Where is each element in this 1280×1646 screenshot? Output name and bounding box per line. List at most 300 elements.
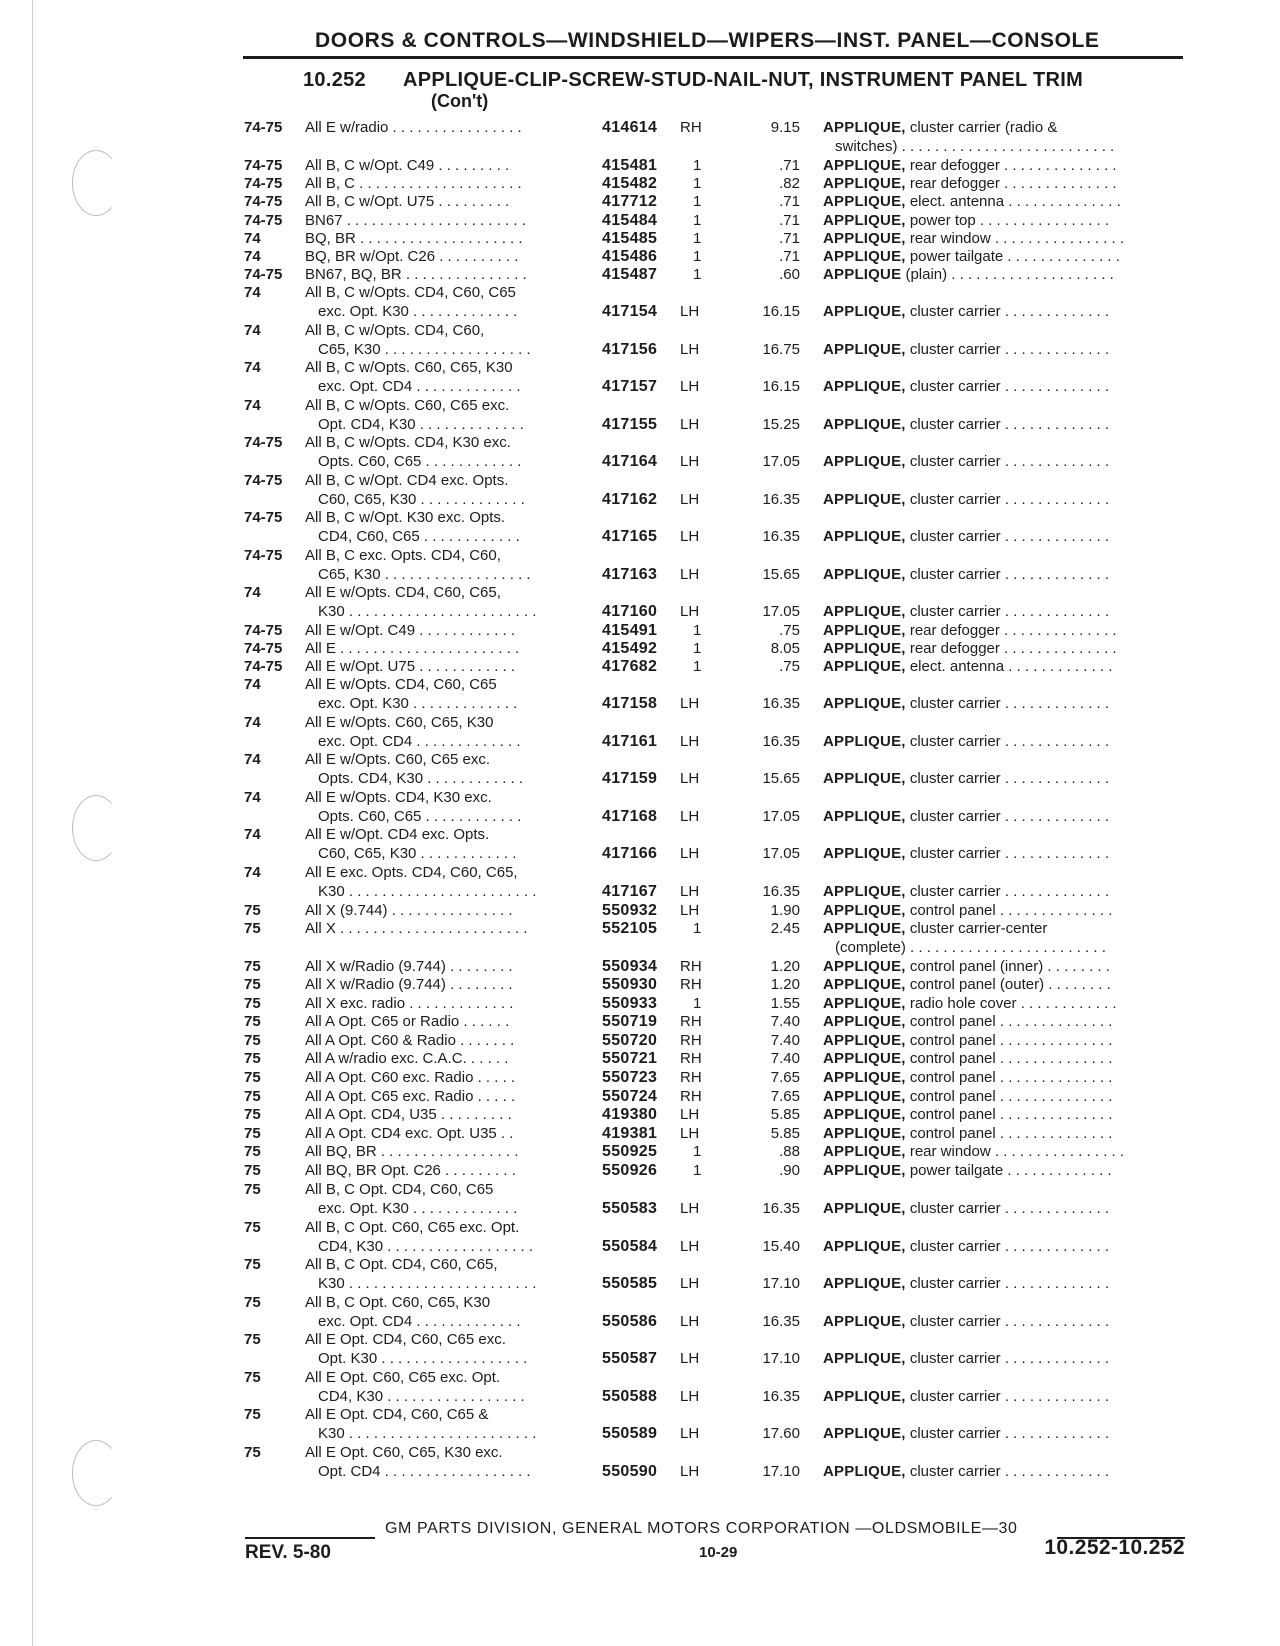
description-text: rear defogger . . . . . . . . . . . . . . xyxy=(909,175,1117,192)
part-name: APPLIQUE, xyxy=(823,1050,906,1067)
model-year: 75 xyxy=(244,1125,261,1142)
quantity: 1 xyxy=(693,248,702,265)
price: 1.20 xyxy=(770,976,800,993)
quantity: LH xyxy=(680,1238,700,1255)
part-number: 417168 xyxy=(602,808,658,825)
description xyxy=(823,527,1185,546)
price: 15.40 xyxy=(762,1238,800,1255)
description xyxy=(823,1274,1185,1293)
part-name: APPLIQUE, xyxy=(823,808,906,825)
application-text: All A Opt. C60 exc. Radio . . . . . xyxy=(305,1069,516,1086)
quantity: LH xyxy=(680,733,700,750)
application-text: exc. Opt. CD4 . . . . . . . . . . . . . xyxy=(318,378,521,395)
description xyxy=(823,192,1185,211)
part-name: APPLIQUE, xyxy=(823,995,906,1012)
application-text: All B, C w/Opts. CD4, C60, C65 xyxy=(305,284,516,301)
quantity: LH xyxy=(680,566,700,583)
model-year: 74 xyxy=(244,359,261,376)
description xyxy=(823,1161,1185,1180)
part-number: 417165 xyxy=(602,528,658,545)
description xyxy=(823,1012,1185,1031)
description-text: power top . . . . . . . . . . . . . . . . xyxy=(909,212,1110,229)
part-number: 417167 xyxy=(602,883,658,900)
model-year: 74-75 xyxy=(244,640,283,657)
description-text: power tailgate . . . . . . . . . . . . . . xyxy=(909,248,1120,265)
description-text: cluster carrier . . . . . . . . . . . . . xyxy=(909,341,1110,358)
description xyxy=(823,1031,1185,1050)
model-year: 74 xyxy=(244,714,261,731)
model-year: 75 xyxy=(244,1013,261,1030)
price: 16.15 xyxy=(762,378,800,395)
application-text: exc. Opt. CD4 . . . . . . . . . . . . . xyxy=(318,733,521,750)
model-year: 74-75 xyxy=(244,547,283,564)
price: 1.90 xyxy=(770,902,800,919)
quantity: RH xyxy=(680,1088,702,1105)
model-year: 75 xyxy=(244,1219,261,1236)
price: .90 xyxy=(779,1162,800,1179)
price: 17.10 xyxy=(762,1463,800,1480)
quantity: LH xyxy=(680,1425,700,1442)
description xyxy=(823,1462,1185,1481)
application-text: BQ, BR . . . . . . . . . . . . . . . . . . . . xyxy=(305,230,523,247)
description-text: cluster carrier . . . . . . . . . . . . . xyxy=(909,1463,1110,1480)
application-text: All A Opt. CD4, U35 . . . . . . . . . xyxy=(305,1106,512,1123)
price: 16.35 xyxy=(762,883,800,900)
price: .88 xyxy=(779,1143,800,1160)
model-year: 74-75 xyxy=(244,434,283,451)
application-text: BQ, BR w/Opt. C26 . . . . . . . . . . xyxy=(305,248,519,265)
part-number: 415492 xyxy=(602,640,658,657)
part-name: APPLIQUE, xyxy=(823,1238,906,1255)
footer-rule-left xyxy=(245,1537,375,1539)
application-text: Opts. C60, C65 . . . . . . . . . . . . xyxy=(318,453,522,470)
application-text: All A Opt. C60 & Radio . . . . . . . xyxy=(305,1032,515,1049)
application-text: All E Opt. C60, C65, K30 exc. xyxy=(305,1444,503,1461)
description xyxy=(823,882,1185,901)
part-number: 550933 xyxy=(602,995,658,1012)
description xyxy=(823,1424,1185,1443)
description xyxy=(823,211,1185,230)
group-range: 10.252-10.252 xyxy=(1044,1536,1185,1559)
model-year: 74 xyxy=(244,322,261,339)
model-year: 75 xyxy=(244,1088,261,1105)
part-number: 417164 xyxy=(602,453,658,470)
application-text: exc. Opt. K30 . . . . . . . . . . . . . xyxy=(318,695,518,712)
application-text: All E w/Opt. U75 . . . . . . . . . . . . xyxy=(305,658,516,675)
price: 17.10 xyxy=(762,1275,800,1292)
footer-corporation: GM PARTS DIVISION, GENERAL MOTORS CORPORATION —OLDSMOBILE—30 xyxy=(385,1520,1018,1537)
description-text: cluster carrier . . . . . . . . . . . . . xyxy=(909,1238,1110,1255)
application-text: All B, C w/Opts. CD4, C60, xyxy=(305,322,485,339)
quantity: LH xyxy=(680,1313,700,1330)
model-year: 74-75 xyxy=(244,472,283,489)
part-name: APPLIQUE xyxy=(823,266,902,283)
description xyxy=(823,415,1185,434)
model-year: 74 xyxy=(244,248,261,265)
model-year: 74 xyxy=(244,789,261,806)
application-text: C60, C65, K30 . . . . . . . . . . . . xyxy=(318,845,517,862)
part-name: APPLIQUE, xyxy=(823,976,906,993)
model-year: 75 xyxy=(244,1032,261,1049)
price: .82 xyxy=(779,175,800,192)
description-text: cluster carrier . . . . . . . . . . . . . xyxy=(909,528,1110,545)
price: .71 xyxy=(779,248,800,265)
application-text: All B, C . . . . . . . . . . . . . . . . . . . . xyxy=(305,175,522,192)
application-text: All E w/Opts. CD4, C60, C65 xyxy=(305,676,497,693)
application-text: All E . . . . . . . . . . . . . . . . . . . . . . xyxy=(305,640,520,657)
quantity: LH xyxy=(680,453,700,470)
quantity: LH xyxy=(680,845,700,862)
application-text: BN67, BQ, BR . . . . . . . . . . . . . . . xyxy=(305,266,527,283)
application-text: All B, C w/Opts. CD4, K30 exc. xyxy=(305,434,511,451)
model-year: 75 xyxy=(244,976,261,993)
description-text: elect. antenna . . . . . . . . . . . . . xyxy=(909,658,1113,675)
application-text: All B, C Opt. C60, C65, K30 xyxy=(305,1294,491,1311)
model-year: 75 xyxy=(244,920,261,937)
description-text: cluster carrier . . . . . . . . . . . . . xyxy=(909,883,1110,900)
part-number: 550932 xyxy=(602,902,658,919)
application-text: C65, K30 . . . . . . . . . . . . . . . . . . xyxy=(318,566,531,583)
model-year: 74 xyxy=(244,284,261,301)
part-number: 550590 xyxy=(602,1463,658,1480)
price: 16.35 xyxy=(762,1313,800,1330)
description xyxy=(823,1199,1185,1218)
price: 15.25 xyxy=(762,416,800,433)
application-text: All E exc. Opts. CD4, C60, C65, xyxy=(305,864,518,881)
quantity: LH xyxy=(680,1106,700,1123)
part-number: 550587 xyxy=(602,1350,658,1367)
application-text: All A Opt. C65 exc. Radio . . . . . xyxy=(305,1088,516,1105)
description xyxy=(823,1068,1185,1087)
continued-label: (Con't) xyxy=(431,91,489,111)
application-text: All B, C w/Opt. U75 . . . . . . . . . xyxy=(305,193,510,210)
model-year: 74 xyxy=(244,676,261,693)
model-year: 75 xyxy=(244,1143,261,1160)
price: 16.35 xyxy=(762,695,800,712)
description xyxy=(823,565,1185,584)
application-text: Opt. K30 . . . . . . . . . . . . . . . . . . xyxy=(318,1350,528,1367)
price: 17.60 xyxy=(762,1425,800,1442)
part-number: 419380 xyxy=(602,1106,658,1123)
quantity: LH xyxy=(680,695,700,712)
application-text: All B, C Opt. C60, C65 exc. Opt. xyxy=(305,1219,520,1236)
description xyxy=(823,1142,1185,1161)
model-year: 75 xyxy=(244,995,261,1012)
description xyxy=(823,975,1185,994)
part-number: 415484 xyxy=(602,212,658,229)
description xyxy=(823,694,1185,713)
description-text: cluster carrier (radio & xyxy=(909,119,1058,136)
part-name: APPLIQUE, xyxy=(823,1162,906,1179)
quantity: 1 xyxy=(693,658,702,675)
description-text: (plain) . . . . . . . . . . . . . . . . . . . . xyxy=(905,266,1114,283)
model-year: 74 xyxy=(244,584,261,601)
part-name: APPLIQUE, xyxy=(823,416,906,433)
part-name: APPLIQUE, xyxy=(823,1143,906,1160)
model-year: 74 xyxy=(244,864,261,881)
application-text: All B, C w/Opts. C60, C65 exc. xyxy=(305,397,510,414)
part-number: 417163 xyxy=(602,566,658,583)
description-text: cluster carrier . . . . . . . . . . . . . xyxy=(909,845,1110,862)
description-text: elect. antenna . . . . . . . . . . . . . . xyxy=(909,193,1121,210)
description-text: cluster carrier . . . . . . . . . . . . . xyxy=(909,695,1110,712)
model-year: 75 xyxy=(244,958,261,975)
model-year: 74-75 xyxy=(244,157,283,174)
description xyxy=(823,340,1185,359)
description xyxy=(823,769,1185,788)
model-year: 75 xyxy=(244,1069,261,1086)
model-year: 74 xyxy=(244,826,261,843)
description xyxy=(823,1124,1185,1143)
model-year: 75 xyxy=(244,1181,261,1198)
application-text: All X w/Radio (9.744) . . . . . . . . xyxy=(305,958,513,975)
page-number: 10-29 xyxy=(699,1544,738,1561)
description xyxy=(823,1349,1185,1368)
part-name: APPLIQUE, xyxy=(823,341,906,358)
part-number: 417161 xyxy=(602,733,658,750)
part-name: APPLIQUE, xyxy=(823,958,906,975)
section-title: DOORS & CONTROLS—WINDSHIELD—WIPERS—INST. PANEL—CONSOLE xyxy=(315,29,1100,52)
application-text: All B, C w/Opt. CD4 exc. Opts. xyxy=(305,472,509,489)
description-text: cluster carrier . . . . . . . . . . . . . xyxy=(909,1388,1110,1405)
description xyxy=(823,156,1185,175)
description-text: cluster carrier . . . . . . . . . . . . . xyxy=(909,1200,1110,1217)
application-text: All A Opt. C65 or Radio . . . . . . xyxy=(305,1013,510,1030)
part-number: 550721 xyxy=(602,1050,658,1067)
price: .75 xyxy=(779,622,800,639)
application-text: C65, K30 . . . . . . . . . . . . . . . . . . xyxy=(318,341,531,358)
description-text: cluster carrier-center xyxy=(909,920,1048,937)
price: 5.85 xyxy=(770,1106,800,1123)
application-text: All BQ, BR Opt. C26 . . . . . . . . . xyxy=(305,1162,516,1179)
part-number: 550585 xyxy=(602,1275,658,1292)
application-text: Opts. C60, C65 . . . . . . . . . . . . xyxy=(318,808,522,825)
part-name: APPLIQUE, xyxy=(823,1106,906,1123)
description-text: control panel (outer) . . . . . . . . xyxy=(909,976,1111,993)
application-text: All E Opt. C60, C65 exc. Opt. xyxy=(305,1369,501,1386)
part-name: APPLIQUE, xyxy=(823,1425,906,1442)
description xyxy=(823,639,1185,658)
description-text: control panel . . . . . . . . . . . . . . xyxy=(909,1069,1113,1086)
group-title: APPLIQUE-CLIP-SCREW-STUD-NAIL-NUT, INSTRUMENT PANEL TRIM xyxy=(403,69,1084,91)
quantity: LH xyxy=(680,303,700,320)
description-text: control panel . . . . . . . . . . . . . . xyxy=(909,1125,1113,1142)
part-number: 550724 xyxy=(602,1088,658,1105)
quantity: RH xyxy=(680,1013,702,1030)
application-text: All E w/Opt. C49 . . . . . . . . . . . . xyxy=(305,622,516,639)
quantity: 1 xyxy=(693,920,702,937)
description-text: rear window . . . . . . . . . . . . . . . . xyxy=(909,230,1125,247)
part-number: 417682 xyxy=(602,658,658,675)
description xyxy=(823,247,1185,266)
application-text: All BQ, BR . . . . . . . . . . . . . . . . . xyxy=(305,1143,519,1160)
part-number: 550586 xyxy=(602,1313,658,1330)
price: 15.65 xyxy=(762,566,800,583)
description xyxy=(823,807,1185,826)
part-name: APPLIQUE, xyxy=(823,175,906,192)
application-text: K30 . . . . . . . . . . . . . . . . . . . . . . . xyxy=(318,603,537,620)
application-text: All B, C w/Opt. K30 exc. Opts. xyxy=(305,509,506,526)
application-text: BN67 . . . . . . . . . . . . . . . . . . . . . . xyxy=(305,212,526,229)
quantity: LH xyxy=(680,1388,700,1405)
part-name: APPLIQUE, xyxy=(823,902,906,919)
description-text: control panel . . . . . . . . . . . . . . xyxy=(909,1013,1113,1030)
description xyxy=(823,657,1185,676)
description-text: cluster carrier . . . . . . . . . . . . . xyxy=(909,566,1110,583)
description xyxy=(823,229,1185,248)
part-name: APPLIQUE, xyxy=(823,733,906,750)
part-name: APPLIQUE, xyxy=(823,1275,906,1292)
quantity: RH xyxy=(680,1069,702,1086)
part-number: 417160 xyxy=(602,603,658,620)
model-year: 75 xyxy=(244,1106,261,1123)
application-text: K30 . . . . . . . . . . . . . . . . . . . . . . . xyxy=(318,1275,537,1292)
description-text: control panel . . . . . . . . . . . . . . xyxy=(909,1106,1113,1123)
quantity: LH xyxy=(680,491,700,508)
part-name: APPLIQUE, xyxy=(823,157,906,174)
description-text: rear defogger . . . . . . . . . . . . . . xyxy=(909,640,1117,657)
model-year: 75 xyxy=(244,902,261,919)
description xyxy=(823,957,1185,976)
description xyxy=(823,732,1185,751)
description-text: cluster carrier . . . . . . . . . . . . . xyxy=(909,603,1110,620)
part-name: APPLIQUE, xyxy=(823,603,906,620)
application-text: All E w/Opt. CD4 exc. Opts. xyxy=(305,826,490,843)
part-number: 417712 xyxy=(602,193,658,210)
description xyxy=(823,1105,1185,1124)
application-text: exc. Opt. K30 . . . . . . . . . . . . . xyxy=(318,1200,518,1217)
price: 9.15 xyxy=(770,119,800,136)
price: 17.05 xyxy=(762,808,800,825)
model-year: 75 xyxy=(244,1406,261,1423)
part-number: 417156 xyxy=(602,341,658,358)
model-year: 74 xyxy=(244,751,261,768)
description-text: cluster carrier . . . . . . . . . . . . . xyxy=(909,416,1110,433)
quantity: 1 xyxy=(693,1143,702,1160)
model-year: 75 xyxy=(244,1369,261,1386)
description xyxy=(823,490,1185,509)
part-name: APPLIQUE, xyxy=(823,303,906,320)
quantity: LH xyxy=(680,1125,700,1142)
application-text: All B, C exc. Opts. CD4, C60, xyxy=(305,547,501,564)
application-text: All E w/radio . . . . . . . . . . . . . . . . xyxy=(305,119,522,136)
description-text: control panel . . . . . . . . . . . . . . xyxy=(909,1088,1113,1105)
application-text: All X (9.744) . . . . . . . . . . . . . . . xyxy=(305,902,513,919)
model-year: 74-75 xyxy=(244,193,283,210)
price: .60 xyxy=(779,266,800,283)
description-text: cluster carrier . . . . . . . . . . . . . xyxy=(909,808,1110,825)
application-text: Opt. CD4, K30 . . . . . . . . . . . . . xyxy=(318,416,524,433)
description xyxy=(823,621,1185,640)
part-number: 550930 xyxy=(602,976,658,993)
part-number: 415491 xyxy=(602,622,658,639)
price: .75 xyxy=(779,658,800,675)
part-number: 550934 xyxy=(602,958,658,975)
model-year: 74-75 xyxy=(244,212,283,229)
description-text: control panel . . . . . . . . . . . . . . xyxy=(909,1032,1113,1049)
quantity: LH xyxy=(680,902,700,919)
description xyxy=(823,1237,1185,1256)
part-number: 550926 xyxy=(602,1162,658,1179)
application-text: All E Opt. CD4, C60, C65 exc. xyxy=(305,1331,506,1348)
description-text: cluster carrier . . . . . . . . . . . . . xyxy=(909,1350,1110,1367)
part-name: APPLIQUE, xyxy=(823,1463,906,1480)
application-text: All A Opt. CD4 exc. Opt. U35 . . xyxy=(305,1125,514,1142)
quantity: LH xyxy=(680,378,700,395)
description xyxy=(823,377,1185,396)
description xyxy=(823,265,1185,284)
part-name: APPLIQUE, xyxy=(823,845,906,862)
description-text: cluster carrier . . . . . . . . . . . . . xyxy=(909,491,1110,508)
part-name: APPLIQUE, xyxy=(823,622,906,639)
quantity: RH xyxy=(680,958,702,975)
part-number: 417154 xyxy=(602,303,658,320)
quantity: LH xyxy=(680,341,700,358)
application-text: Opts. CD4, K30 . . . . . . . . . . . . xyxy=(318,770,524,787)
part-name: APPLIQUE, xyxy=(823,883,906,900)
quantity: LH xyxy=(680,883,700,900)
part-number: 550719 xyxy=(602,1013,658,1030)
price: .71 xyxy=(779,230,800,247)
model-year: 75 xyxy=(244,1050,261,1067)
part-name: APPLIQUE, xyxy=(823,378,906,395)
description-text: cluster carrier . . . . . . . . . . . . . xyxy=(909,733,1110,750)
price: .71 xyxy=(779,212,800,229)
price: 17.05 xyxy=(762,603,800,620)
part-number: 550723 xyxy=(602,1069,658,1086)
description-text: rear defogger . . . . . . . . . . . . . . xyxy=(909,622,1117,639)
part-number: 417159 xyxy=(602,770,658,787)
application-text: All E w/Opts. C60, C65, K30 xyxy=(305,714,494,731)
part-number: 415486 xyxy=(602,248,658,265)
application-text: CD4, K30 . . . . . . . . . . . . . . . . . xyxy=(318,1388,525,1405)
description xyxy=(823,1087,1185,1106)
quantity: RH xyxy=(680,119,702,136)
description xyxy=(823,602,1185,621)
application-text: Opt. CD4 . . . . . . . . . . . . . . . . . . xyxy=(318,1463,531,1480)
quantity: LH xyxy=(680,1200,700,1217)
description-text: rear defogger . . . . . . . . . . . . . . xyxy=(909,157,1117,174)
application-text: All E Opt. CD4, C60, C65 & xyxy=(305,1406,489,1423)
quantity: 1 xyxy=(693,230,702,247)
quantity: LH xyxy=(680,770,700,787)
description xyxy=(823,1049,1185,1068)
application-text: exc. Opt. K30 . . . . . . . . . . . . . xyxy=(318,303,518,320)
part-number: 550925 xyxy=(602,1143,658,1160)
model-year: 74-75 xyxy=(244,119,283,136)
quantity: LH xyxy=(680,528,700,545)
model-year: 75 xyxy=(244,1162,261,1179)
description-text: cluster carrier . . . . . . . . . . . . . xyxy=(909,453,1110,470)
revision-label: REV. 5-80 xyxy=(245,1542,331,1563)
quantity: RH xyxy=(680,976,702,993)
quantity: RH xyxy=(680,1032,702,1049)
part-name: APPLIQUE, xyxy=(823,1125,906,1142)
model-year: 75 xyxy=(244,1256,261,1273)
quantity: 1 xyxy=(693,1162,702,1179)
part-number: 419381 xyxy=(602,1125,658,1142)
description-text: cluster carrier . . . . . . . . . . . . . xyxy=(909,1313,1110,1330)
part-number: 550588 xyxy=(602,1388,658,1405)
group-number: 10.252 xyxy=(303,69,366,91)
description-text: cluster carrier . . . . . . . . . . . . . xyxy=(909,770,1110,787)
part-name: APPLIQUE, xyxy=(823,193,906,210)
part-name: APPLIQUE, xyxy=(823,1350,906,1367)
price: 7.40 xyxy=(770,1013,800,1030)
price: 16.35 xyxy=(762,1388,800,1405)
description-text: cluster carrier . . . . . . . . . . . . . xyxy=(909,303,1110,320)
model-year: 74 xyxy=(244,230,261,247)
